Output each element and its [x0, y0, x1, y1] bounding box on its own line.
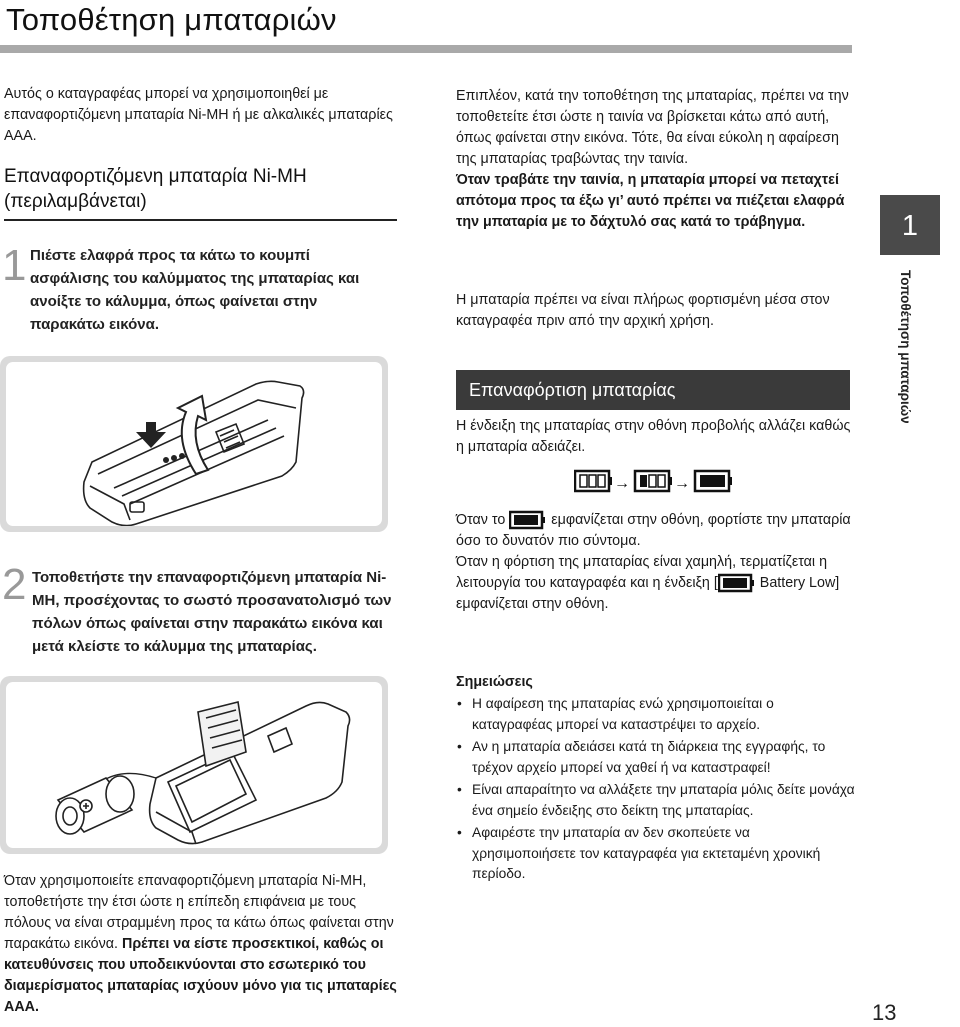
step2-text: Τοποθετήστε την επαναφορτιζόμενη μπαταρία Ni-MH, προσέχοντας το σωστό προσανατολισμό των πόλων όπως φαίνεται στην παρακάτω εικόνα και μετά κλείστε το κάλυμμα της μπαταρίας. — [32, 569, 392, 655]
battery-cover-illustration — [0, 356, 388, 532]
battery-cell-icon — [56, 776, 134, 834]
tape-instructions-warning: Όταν τραβάτε την ταινία, η μπαταρία μπορεί να πεταχτεί απότομα προς τα έξω γι’ αυτό πρέπει να πιέζεται ελαφρά την μπαταρία με το δάχτυλό σας κατά το τράβηγμα. — [456, 172, 845, 230]
battery-medium-icon — [635, 471, 672, 491]
recorder-battery-insert-drawing — [6, 682, 382, 848]
tape-instructions — [456, 86, 850, 233]
step2-number: 2 — [2, 560, 27, 609]
battery-insert-illustration — [0, 676, 388, 854]
battery-empty-inline-icon — [509, 510, 547, 530]
note-item: • Αν η μπαταρία αδειάσει κατά τη διάρκεια της εγγραφής, το τρέχον αρχείο μπορεί να χαθεί ή να καταστραφεί! — [456, 737, 856, 778]
notes-list — [456, 694, 856, 885]
recharge-section-header: Επαναφόρτιση μπαταρίας — [456, 370, 850, 410]
title-bar — [0, 45, 852, 53]
step1-text: Πιέστε ελαφρά προς τα κάτω το κουμπί ασφάλισης του καλύμματος της μπαταρίας και ανοίξτε το κάλυμμα, όπως φαίνεται στην παρακάτω εικόνα. — [30, 247, 360, 333]
note-item: • Είναι απαραίτητο να αλλάξετε την μπαταρία μόλις δείτε μονάχα ένα σημείο ένδειξης στο δείκτη της μπαταρίας. — [456, 780, 856, 821]
notes-title: Σημειώσεις — [456, 674, 533, 690]
tape-instructions-normal: Επιπλέον, κατά την τοποθέτηση της μπαταρίας, πρέπει να την τοποθετείτε έτσι ώστε η ταινία να βρίσκεται κάτω από αυτή, όπως φαίνεται στην εικόνα. Τότε, θα είναι εύκολη η αφαίρεση της μπαταρίας τραβώντας την ταινία. — [456, 88, 849, 167]
arrow-glyph-2: → — [674, 475, 690, 492]
battery-status-text — [456, 510, 856, 615]
nimh-orientation-warning: Πρέπει να είστε προσεκτικοί, καθώς οι κατευθύνσεις που υποδεικνύονται στο εσωτερικό του διαμερίσματος μπαταρίας ισχύουν μόνο για τις μπαταρίες AAA. — [4, 936, 397, 1015]
battery-low-line: Όταν η φόρτιση της μπαταρίας είναι χαμηλή, τερματίζεται η λειτουργία του καταγραφέα και η ένδειξη [ Battery Low] εμφανίζεται στην οθόνη. — [456, 554, 840, 612]
chapter-tab-label: Τοποθέτηση μπαταριών — [898, 270, 913, 424]
recharge-section-text: Η ένδειξη της μπαταρίας στην οθόνη προβολής αλλάζει καθώς η μπαταρία αδειάζει. — [456, 418, 851, 455]
page-number: 13 — [872, 1000, 897, 1025]
heading-rule — [4, 219, 397, 221]
notes-section — [456, 672, 856, 887]
nimh-heading-line2: (περιλαμβάνεται) — [4, 191, 147, 212]
page-title: Τοποθέτηση μπαταριών — [6, 2, 337, 37]
nimh-orientation-normal: Όταν χρησιμοποιείτε επαναφορτιζόμενη μπαταρία Ni-MH, τοποθετήστε την έτσι ώστε η επίπεδη επιφάνεια με τους πόλους να είναι στραμμένη προς τα κάτω όπως φαίνεται στην παρακάτω εικόνα. — [4, 873, 394, 952]
nimh-orientation-text — [4, 871, 400, 1018]
chapter-tab: 1 — [880, 195, 940, 255]
battery-full-icon — [575, 471, 612, 491]
note-item: • Αφαιρέστε την μπαταρία αν δεν σκοπεύετε να χρησιμοποιήσετε τον καταγραφέα για εκτεταμένη χρονική περίοδο. — [456, 823, 856, 885]
full-charge-text: Η μπαταρία πρέπει να είναι πλήρως φορτισμένη μέσα στον καταγραφέα πριν από την αρχική χρήση. — [456, 292, 830, 329]
nimh-heading — [4, 164, 396, 214]
battery-charge-line: Όταν το εμφανίζεται στην οθόνη, φορτίστε την μπαταρία όσο το δυνατόν πιο σύντομα. — [456, 512, 851, 549]
nimh-heading-line1: Επαναφορτιζόμενη μπαταρία Ni-MH — [4, 166, 307, 187]
arrow-glyph-1: → — [614, 475, 630, 492]
battery-indicator-sequence — [574, 469, 744, 495]
note-item: • Η αφαίρεση της μπαταρίας ενώ χρησιμοποιείται ο καταγραφέας μπορεί να καταστρέψει το αρχείο. — [456, 694, 856, 735]
battery-low-icon — [695, 471, 732, 491]
intro-text: Αυτός ο καταγραφέας μπορεί να χρησιμοποιηθεί με επαναφορτιζόμενη μπαταρία Ni-MH ή με αλκαλικές μπαταρίες AAA. — [4, 86, 393, 144]
recorder-open-cover-drawing — [6, 362, 382, 526]
battery-low-inline-icon — [718, 573, 756, 593]
step1-number: 1 — [2, 241, 27, 290]
